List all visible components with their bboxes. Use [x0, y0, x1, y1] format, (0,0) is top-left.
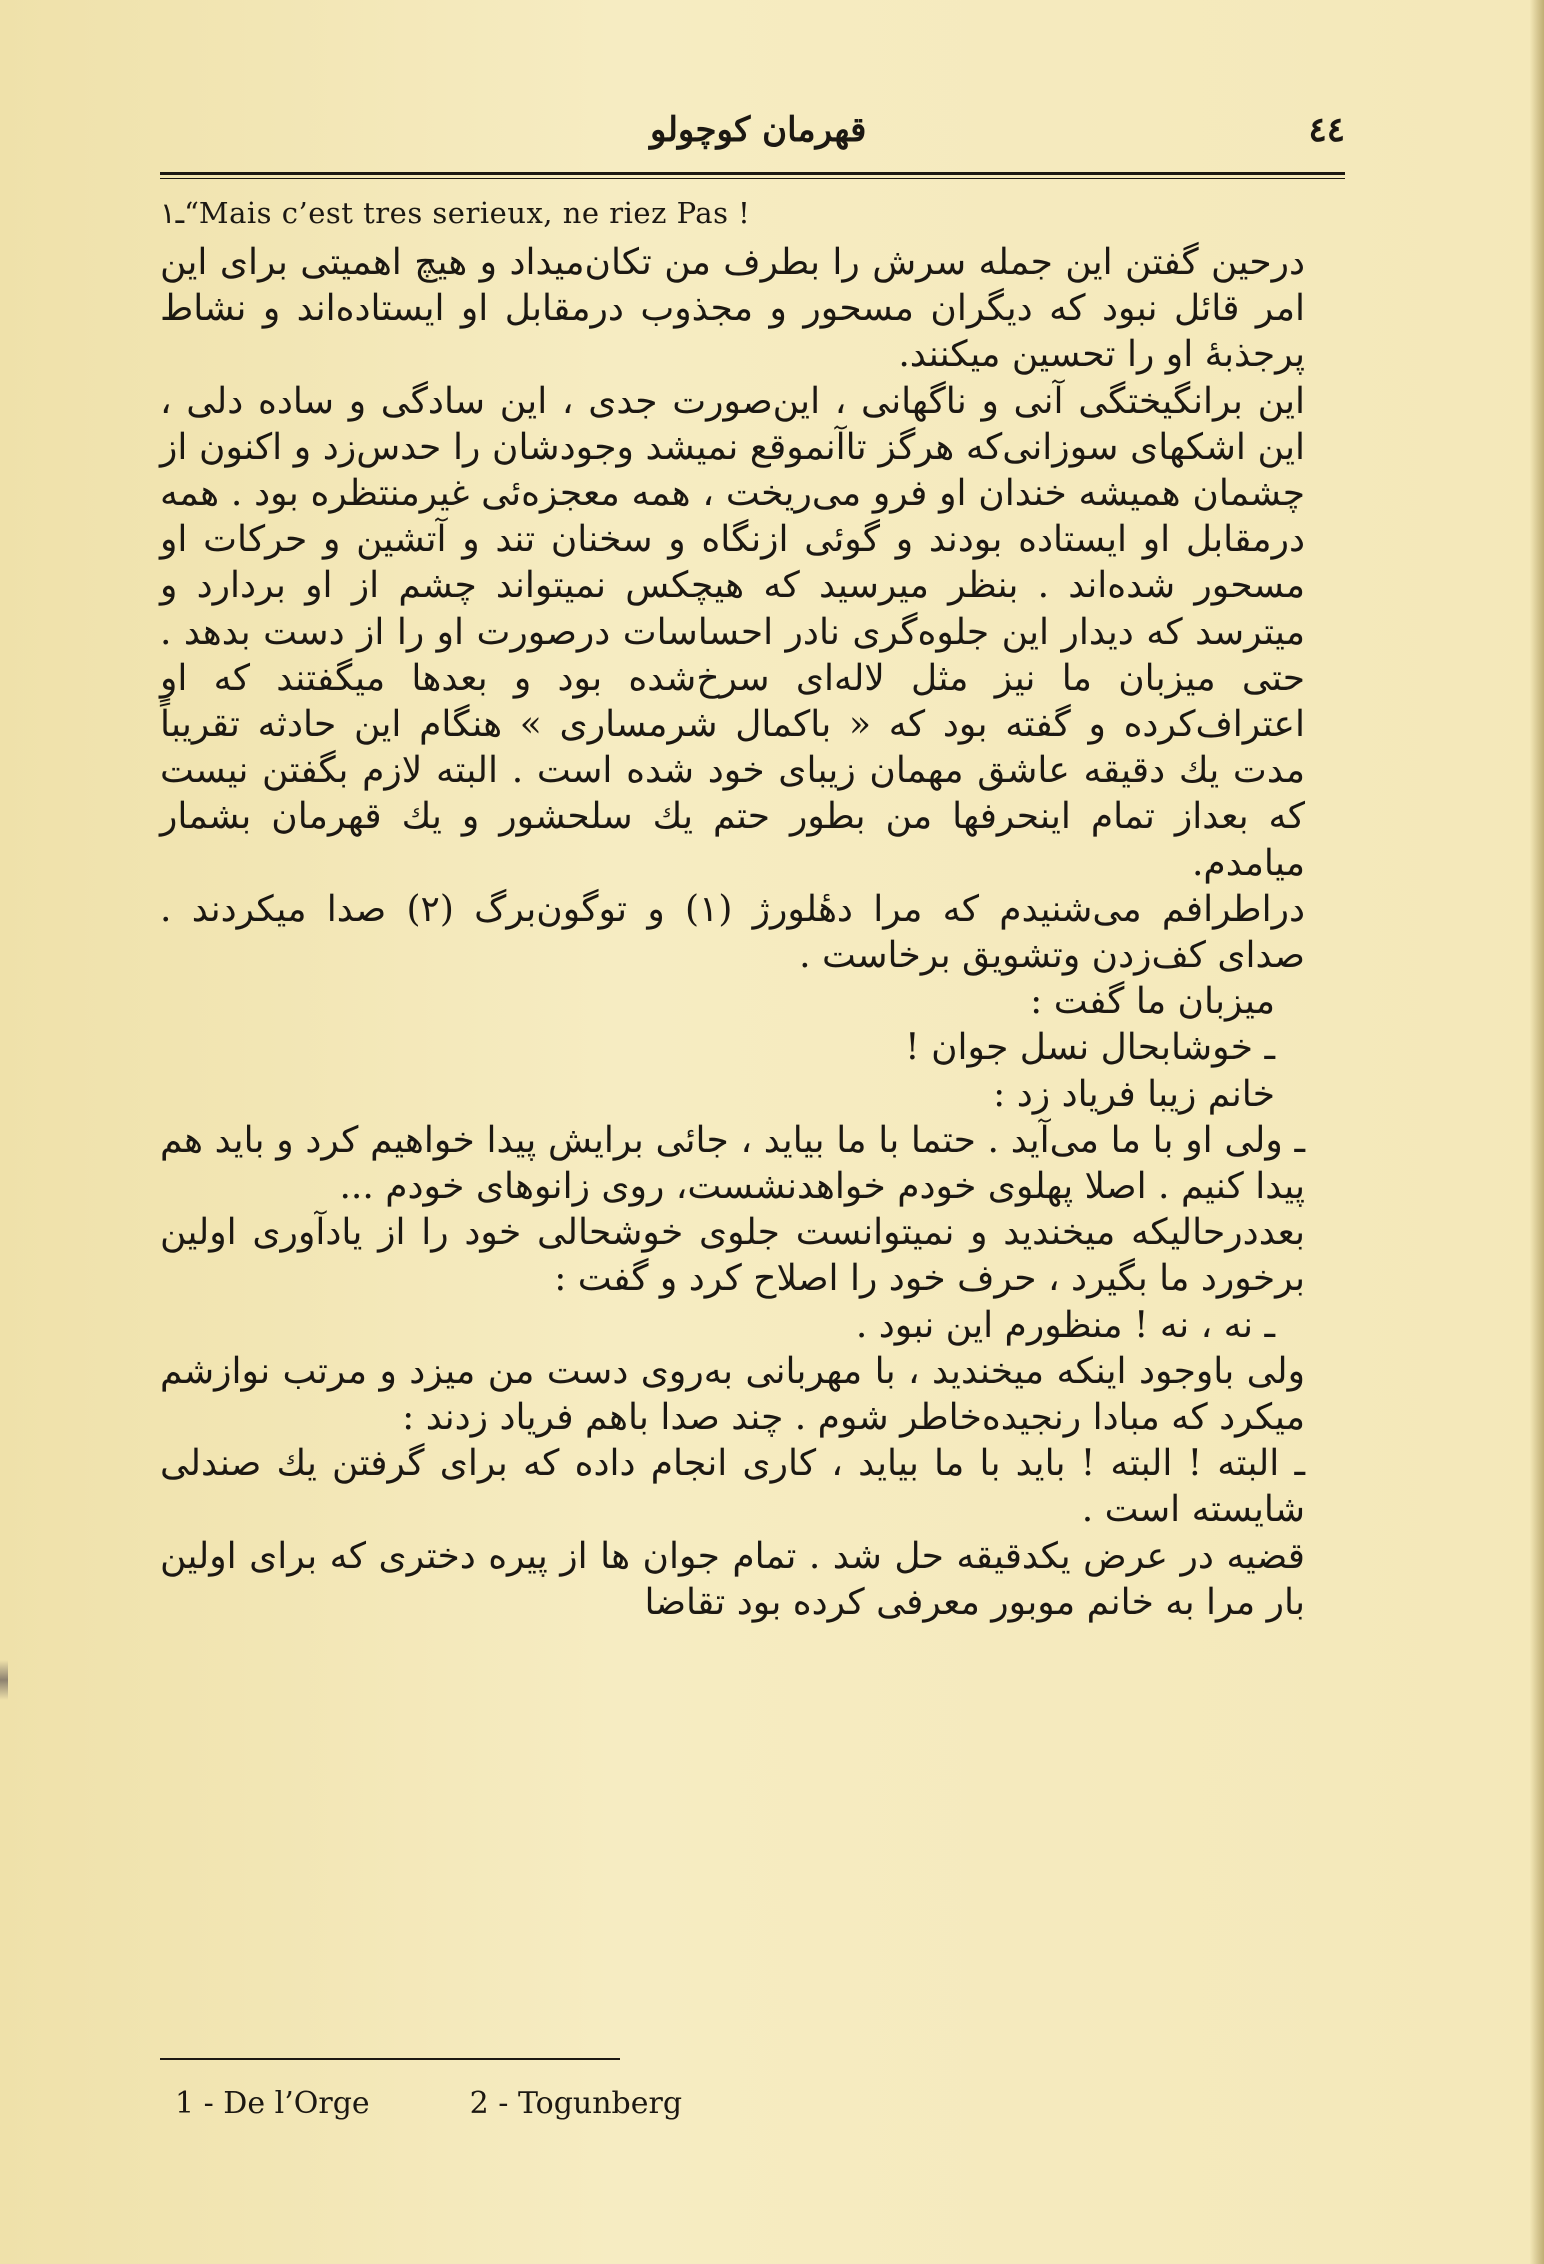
paragraph: میزبان ما گفت :	[1030, 981, 1275, 1023]
running-header	[160, 100, 1345, 160]
body-text	[160, 240, 1345, 1626]
margin-mark	[0, 1660, 8, 1700]
header-rule-thin	[160, 178, 1345, 179]
paragraph: خانم زیبا فریاد زد :	[993, 1073, 1275, 1115]
paragraph: دراطرافم می‌شنیدم که مرا دهٔلورژ (۱) و توگون‌برگ (۲) صدا میکردند . صدای کف‌زدن وتشویق برخاست .	[160, 888, 1306, 977]
paragraph: قضیه در عرض یکدقیقه حل شد . تمام جوان ها از پیره دختری که برای اولین بار مرا به خانم موبور معرفی کرده بود تقاضا	[160, 1535, 1305, 1623]
dialogue-line: ـ البته ! البته ! باید با ما بیاید ، کاری انجام داده که برای گرفتن یك صندلی شایسته است .	[160, 1443, 1305, 1531]
paragraph: ولی باوجود اینکه میخندید ، با مهربانی به‌روی دست من میزد و مرتب نوازشم میکرد که مبادا رنجیده‌خاطر شوم . چند صدا باهم فریاد زدند :	[160, 1350, 1305, 1439]
dialogue-line: ـ ولی او با ما می‌آید . حتما با ما بیاید ، جائی برایش پیدا خواهیم کرد و باید هم پیدا کنیم . اصلا پهلوی خودم خواهدنشست، روی زانوهای خودم ...	[160, 1119, 1305, 1208]
paragraph: این برانگیختگی آنی و ناگهانی ، این‌صورت جدی ، این سادگی و ساده دلی ، این اشکهای سوزانی‌که هرگز تاآنموقع نمیشد وجودشان را حدس‌زد و اکنون از چشمان همیشه خندان او فرو می‌ریخت ، همه معجزه‌ئی غیرمنتظره بود . همه درمقابل او ایستاده بودند و گوئی ازنگاه و سخنان تند و آتشین و حرکات او مسحور شده‌اند . بنظر میرسید که هیچکس نمیتواند چشم از او بردارد و میترسد که دیدار این جلوه‌گری نادر احساسات درصورت او را از دست بدهد . حتی میزبان ما نیز مثل لاله‌ای سرخ‌شده بود و بعدها میگفتند که او اعتراف‌کرده و گفته بود که « باکمال شرمساری » هنگام این حادثه تقریباً مدت یك دقیقه عاشق مهمان زیبای خود شده است . البته لازم بگفتن نیست که بعداز تمام اینحرفها من بطور حتم یك سلحشور و یك قهرمان بشمار میامدم.	[160, 380, 1305, 884]
footnote-rule	[160, 2058, 620, 2060]
paragraph: بعددرحالیکه میخندید و نمیتوانست جلوی خوشحالی خود را از یادآوری اولین برخورد ما بگیرد ، حرف خود را اصلاح کرد و گفت :	[160, 1212, 1305, 1300]
page-edge	[1530, 0, 1544, 2264]
footnote-2: 2 - Togunberg	[469, 2086, 683, 2121]
page-number: ٤٤	[1308, 110, 1345, 150]
french-quote: ۱ـ“Mais c’est tres serieux, ne riez Pas !	[160, 196, 751, 230]
running-title: قهرمان کوچولو	[650, 110, 867, 150]
footnote-1: 1 - De l’Orge	[175, 2086, 370, 2121]
paragraph: درحین گفتن این جمله سرش را بطرف من تکان‌میداد و هیچ اهمیتی برای این امر قائل نبود که دیگران مسحور و مجذوب درمقابل او ایستاده‌اند و نشاط پرجذبهٔ او را تحسین میکنند.	[160, 242, 1305, 376]
footnotes	[175, 2086, 682, 2121]
dialogue-line: ـ نه ، نه ! منظورم این نبود .	[855, 1304, 1275, 1346]
header-rule	[160, 172, 1345, 175]
dialogue-line: ـ خوشابحال نسل جوان !	[905, 1027, 1275, 1069]
